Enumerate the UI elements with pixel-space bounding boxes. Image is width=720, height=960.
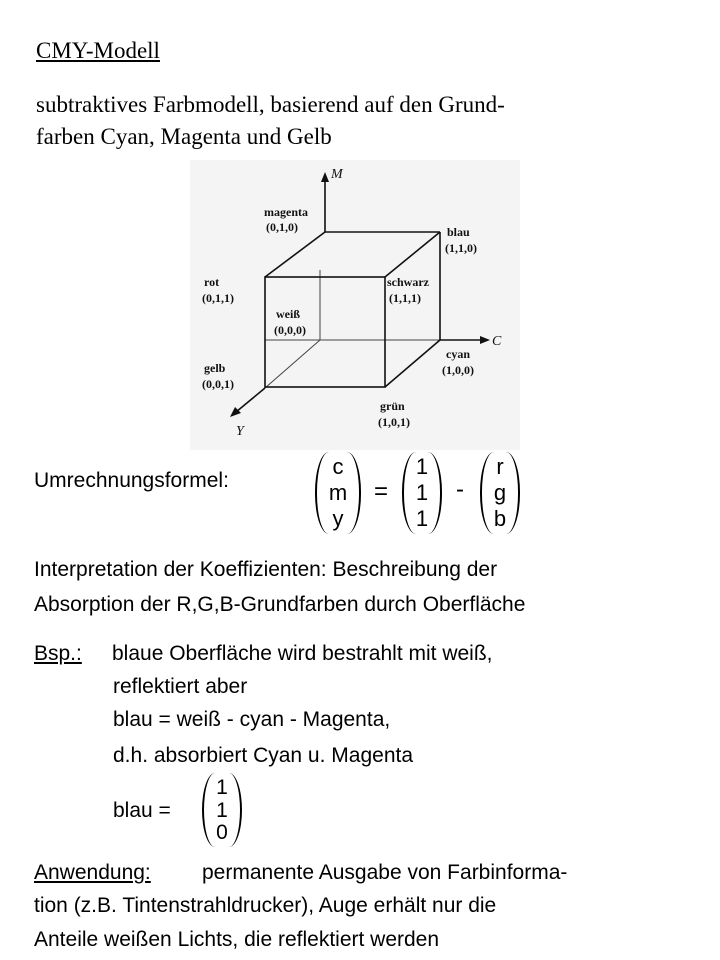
example-result-label: blau = [113, 799, 171, 822]
application-line-1: permanente Ausgabe von Farbinforma- [202, 861, 568, 884]
vector-entry: 0 [216, 821, 228, 844]
vector-entry: g [493, 480, 507, 505]
vertex-name-magenta: magenta [264, 205, 308, 219]
example-line-2: reflektiert aber [113, 675, 248, 698]
c-axis-arrow [480, 336, 490, 344]
vector-entry: 1 [415, 506, 429, 531]
rgb-vector [480, 452, 520, 534]
axis-label-c: C [492, 334, 502, 349]
vector-entry: y [332, 506, 344, 531]
vector-entry: m [328, 480, 348, 505]
cmy-cube-figure [190, 160, 520, 450]
formula-label: Umrechnungsformel: [34, 469, 229, 492]
application-label: Anwendung: [34, 861, 151, 884]
vertex-coord-weiss: (0,0,0) [274, 323, 306, 337]
vertex-name-cyan: cyan [446, 347, 470, 361]
vertex-coord-magenta: (0,1,0) [266, 220, 298, 234]
vector-entry: 1 [216, 798, 228, 822]
vertex-name-gruen: grün [380, 399, 405, 413]
m-axis-arrow [321, 172, 329, 182]
application-line-3: Anteile weißen Lichts, die reflektiert werden [34, 928, 440, 951]
vertex-name-weiss: weiß [276, 307, 300, 321]
minus-sign: - [456, 476, 464, 503]
ones-vector [402, 452, 442, 534]
vector-entry: c [332, 454, 344, 479]
vertex-name-blau: blau [447, 225, 470, 239]
cube-edge [265, 232, 325, 277]
vector-entry: 1 [216, 776, 228, 799]
vertex-coord-gruen: (1,0,1) [378, 415, 410, 429]
intro-line-1: subtraktives Farbmodell, basierend auf den Grund- [36, 92, 505, 117]
example-line-1: blaue Oberfläche wird bestrahlt mit weiß, [112, 642, 493, 665]
example-line-4: d.h. absorbiert Cyan u. Magenta [113, 744, 414, 767]
vector-entry: r [496, 454, 504, 479]
vertex-coord-schwarz: (1,1,1) [389, 291, 421, 305]
cube-edge [385, 232, 440, 277]
vector-entry: 1 [415, 480, 429, 505]
interpretation-line-2: Absorption der R,G,B-Grundfarben durch Oberfläche [34, 593, 526, 616]
vertex-name-schwarz: schwarz [387, 275, 429, 289]
vector-entry: 1 [415, 454, 429, 479]
example-line-3: blau = weiß - cyan - Magenta, [113, 708, 391, 731]
vertex-coord-rot: (0,1,1) [202, 291, 234, 305]
application-line-2: tion (z.B. Tintenstrahldrucker), Auge erhält nur die [34, 894, 497, 917]
cmy-vector [315, 452, 361, 534]
vertex-coord-cyan: (1,0,0) [442, 363, 474, 377]
example-label: Bsp.: [34, 642, 82, 665]
vertex-name-rot: rot [204, 275, 220, 289]
vector-entry: b [493, 506, 507, 531]
page-title: CMY-Modell [36, 38, 160, 63]
equals-sign: = [374, 478, 389, 505]
cmy-cube-diagram [190, 160, 520, 450]
vertex-coord-blau: (1,1,0) [445, 241, 477, 255]
intro-line-2: farben Cyan, Magenta und Gelb [36, 124, 332, 149]
blau-vector [202, 773, 242, 847]
interpretation-line-1: Interpretation der Koeffizienten: Beschreibung der [34, 558, 498, 581]
vertex-coord-gelb: (0,0,1) [202, 377, 234, 391]
cube-hidden-edge [265, 340, 320, 388]
cube-edge [385, 340, 440, 387]
axis-label-m: M [331, 167, 343, 182]
vertex-name-gelb: gelb [204, 361, 226, 375]
y-axis-line [236, 388, 265, 412]
axis-label-y: Y [236, 424, 244, 439]
